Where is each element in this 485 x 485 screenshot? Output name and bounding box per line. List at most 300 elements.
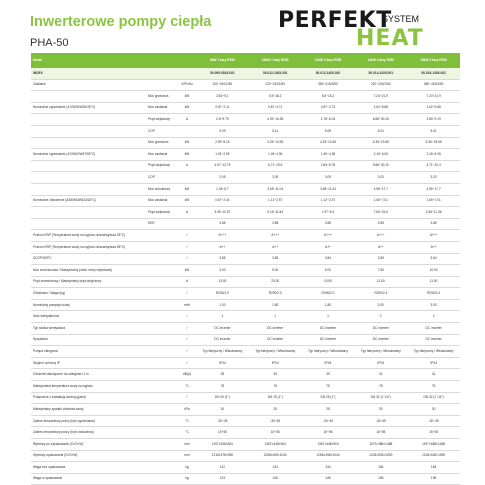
row-unit: kW (178, 102, 196, 114)
row-value: 30 (407, 404, 460, 416)
row-value: 1218×478×950 (196, 450, 249, 462)
table-row (31, 439, 460, 451)
row-value: DN 32 (1 1/4") (407, 392, 460, 404)
row-value: 10.00 (407, 265, 460, 277)
row-value: 1.65~7.01 (354, 195, 407, 207)
row-label (31, 172, 146, 184)
row-sublabel: Moc chłodnicza (146, 183, 178, 195)
table-row (31, 207, 460, 219)
row-unit: kW (178, 91, 196, 103)
row-label: Ilość wentylatorów (31, 311, 146, 323)
row-value: 11.00 (407, 276, 460, 288)
row-value: 75 (196, 381, 249, 393)
row-value: DC inverter (249, 323, 302, 335)
row-value: 7.24~21.9 (407, 91, 460, 103)
row-value: 146 (302, 473, 355, 485)
row-value: 1.78~6.04 (302, 114, 355, 126)
row-value: 75 (249, 381, 302, 393)
table-row (31, 299, 460, 311)
row-value: 1367×448×904 (302, 439, 355, 451)
row-label: Zakres temperatury pracy (tryb ogrzewania) (31, 415, 146, 427)
row-label: Poziom ERP (Temperatura wody na wyjściu niższa/wyższa 55°C) (31, 241, 146, 253)
row-value: 23.00 (249, 276, 302, 288)
row-value: 6.36~19.65 (407, 137, 460, 149)
row-value: 1197×488×1458 (407, 439, 460, 451)
row-unit: °C (178, 427, 196, 439)
row-unit: A (178, 276, 196, 288)
row-value: IPX4 (249, 357, 302, 369)
row-sublabel (146, 253, 178, 265)
row-value: 25 (249, 404, 302, 416)
row-value: 5.00 (302, 265, 355, 277)
row-value: 2.8~9.75 (196, 114, 249, 126)
row-value: R290/2.4 (354, 288, 407, 300)
row-value: 3.85 (249, 253, 302, 265)
row-value: 220~240/1/50 (354, 79, 407, 91)
index-code-2: 50-012-1405-002 (302, 68, 355, 79)
row-sublabel (146, 323, 178, 335)
row-value: 1 (196, 311, 249, 323)
logo-perfekt-text: PERFEKT (278, 8, 392, 33)
row-unit: °C (178, 381, 196, 393)
row-value: 7.50 (354, 265, 407, 277)
row-value: 3.09 (302, 172, 355, 184)
logo-system-text: SYSTEM (382, 14, 420, 24)
row-value: 1258×498×1040 (302, 450, 355, 462)
row-label: Nominalne chłodzenie (A35/W18/W23/18°C) (31, 195, 146, 207)
row-unit: kPa (178, 404, 196, 416)
row-value: 3.00 (407, 299, 460, 311)
row-value: 3.85 (407, 218, 460, 230)
row-value: 6.86~30.15 (354, 114, 407, 126)
row-value: 1.62~5.68 (407, 102, 460, 114)
row-value: 0.87~3.71 (249, 102, 302, 114)
row-value: 3.65~11.04 (302, 183, 355, 195)
table-row (31, 276, 460, 288)
row-unit: A (178, 207, 196, 219)
row-label: Poziom ERP (Temperatura wody na wyjściu niższa/wyższa 35°C) (31, 230, 146, 242)
row-value: R290/1.0 (196, 288, 249, 300)
table-row (31, 195, 460, 207)
row-label: Zakres temperatury pracy (tryb chłodzenia) (31, 427, 146, 439)
header-model-0: 6kW 1 fazy R290 (196, 53, 249, 68)
row-value: 380~415/3/50 (407, 79, 460, 91)
row-value: DC inverter (407, 334, 460, 346)
row-value: DC inverter (302, 334, 355, 346)
row-value: 2.99~8.16 (196, 137, 249, 149)
row-value: 4.25~14.55 (249, 137, 302, 149)
row-sublabel (146, 473, 178, 485)
row-value: 13.50 (196, 276, 249, 288)
row-unit: kW (178, 149, 196, 161)
row-value: 3.85 (354, 253, 407, 265)
row-unit: A (178, 160, 196, 172)
row-label: Sprężarka (31, 334, 146, 346)
table-row (31, 311, 460, 323)
row-value: 5.01 (407, 125, 460, 137)
row-sublabel: Prąd wejściowy (146, 207, 178, 219)
row-value: R290/2.0 (249, 288, 302, 300)
table-row (31, 160, 460, 172)
row-value: 2 (354, 311, 407, 323)
row-sublabel (146, 392, 178, 404)
row-value: IPX4 (354, 357, 407, 369)
table-row (31, 473, 460, 485)
row-unit: kW (178, 265, 196, 277)
model-name: PHA-50 (30, 37, 69, 49)
row-value: 3.09 (249, 172, 302, 184)
row-value: 196 (407, 473, 460, 485)
row-sublabel (146, 230, 178, 242)
row-value: 30 (354, 404, 407, 416)
row-unit: kg (178, 473, 196, 485)
row-sublabel: COP (146, 125, 178, 137)
header-unit (178, 53, 196, 68)
row-sublabel (146, 346, 178, 358)
row-value: 5.00 (249, 265, 302, 277)
row-unit: / (178, 311, 196, 323)
row-unit: V/Ph/Hz (178, 79, 196, 91)
row-value: IPX4 (407, 357, 460, 369)
row-label (31, 218, 146, 230)
row-value: 1.65~7.01 (407, 195, 460, 207)
row-value: 1 (249, 311, 302, 323)
row-value: 1 (302, 311, 355, 323)
row-value: 75 (302, 381, 355, 393)
row-label: Maksymalny spadek ciśnienia wody (31, 404, 146, 416)
row-sublabel (146, 334, 178, 346)
row-value: 184 (354, 462, 407, 474)
index-code-0: 50-909-0816-001 (196, 68, 249, 79)
table-row (31, 102, 460, 114)
header-model-3: 14kW 3 fazy R290 (354, 53, 407, 68)
row-unit: / (178, 357, 196, 369)
row-value: 1.45~4.36 (249, 149, 302, 161)
row-value: A+++ (196, 230, 249, 242)
row-value: 4.93~16.38 (249, 114, 302, 126)
row-value: A++ (407, 241, 460, 253)
row-value: 9.86~30.12 (354, 160, 407, 172)
row-value: A+++ (249, 230, 302, 242)
row-value: 1.80 (249, 299, 302, 311)
row-value: 15~55 (354, 427, 407, 439)
table-row (31, 346, 460, 358)
row-value: DC inverter (407, 323, 460, 335)
page-title: Inwerterowe pompy ciepła (30, 14, 212, 30)
row-unit: / (178, 288, 196, 300)
row-value: 1218×528×1590 (407, 450, 460, 462)
row-value: Typ fabryczny / Wbudowany (249, 346, 302, 358)
index-code-1: 50-012-1405-001 (249, 68, 302, 79)
row-label: Ciśnienie akustyczne na odległości 1 m (31, 369, 146, 381)
row-value: 39 (249, 369, 302, 381)
row-value: DC inverter (196, 334, 249, 346)
row-value: 1.03~2.55 (196, 149, 249, 161)
row-value: A++ (354, 241, 407, 253)
row-label: Zasilanie (31, 79, 146, 91)
index-code-3: 50-014-1405-001 (354, 68, 407, 79)
row-value: 3.60~9.1 (196, 91, 249, 103)
table-row (31, 369, 460, 381)
row-unit: / (178, 346, 196, 358)
table-row (31, 462, 460, 474)
row-label: Chłodziwo / Waga (kg) (31, 288, 146, 300)
row-value: 3.05 (196, 172, 249, 184)
row-value: 7.65~31.6 (354, 207, 407, 219)
row-unit: mm (178, 450, 196, 462)
row-unit: / (178, 392, 196, 404)
row-value: 41 (354, 369, 407, 381)
row-value: R290/2.0 (302, 288, 355, 300)
row-label: Wymiary po zapakowaniu (D×S×W) (31, 439, 146, 451)
row-unit: / (178, 334, 196, 346)
row-value: 10.00 (302, 276, 355, 288)
row-label: Nominalne ogrzewanie (A7/W52/W47/55°C) (31, 149, 146, 161)
row-unit: A (178, 114, 196, 126)
row-value: 6.36~19.65 (354, 137, 407, 149)
table-row (31, 357, 460, 369)
row-value: 3.65~11.04 (249, 183, 302, 195)
row-value: 3.65~9.19 (407, 114, 460, 126)
row-value: DC inverter (196, 323, 249, 335)
row-label (31, 125, 146, 137)
row-value: DN 25 (1") (249, 392, 302, 404)
table-row (31, 172, 460, 184)
row-label (31, 160, 146, 172)
row-label (31, 91, 146, 103)
row-sublabel (146, 79, 178, 91)
row-value: 3.00 (354, 299, 407, 311)
row-sublabel (146, 265, 178, 277)
row-value: Typ fabryczny / Wbudowany (196, 346, 249, 358)
row-value: Typ fabryczny / Wbudowany (302, 346, 355, 358)
table-row (31, 288, 460, 300)
row-value: 6.71~19.6 (249, 160, 302, 172)
row-value: 134 (302, 462, 355, 474)
row-value: Typ fabryczny / Wbudowany (407, 346, 460, 358)
row-value: 4.25~14.55 (302, 137, 355, 149)
row-value: A+++ (407, 230, 460, 242)
row-sublabel (146, 241, 178, 253)
table-header-row (31, 53, 460, 68)
row-unit: °C (178, 415, 196, 427)
row-value: DN 32 (1 1/4") (354, 392, 407, 404)
row-value: 3.84 (302, 253, 355, 265)
header-label: Model (31, 53, 178, 68)
row-label: Typ silnika wentylatora (31, 323, 146, 335)
row-value: A+++ (302, 230, 355, 242)
row-sublabel: Prąd wejściowy (146, 160, 178, 172)
row-value: 4.55~17.7 (407, 183, 460, 195)
brand-logo (278, 8, 463, 51)
row-value: 15~55 (249, 427, 302, 439)
table-row (31, 183, 460, 195)
row-value: 5.01 (354, 125, 407, 137)
row-value: 1.12~2.57 (249, 195, 302, 207)
row-value: A+++ (354, 230, 407, 242)
row-value: 134 (249, 462, 302, 474)
logo-heat-text: HEAT (356, 26, 424, 51)
row-unit: mm (178, 439, 196, 451)
row-value: 39 (302, 369, 355, 381)
row-label: Stopień ochrony IP (31, 357, 146, 369)
row-sublabel: Prąd wejściowy (146, 114, 178, 126)
row-label: Prąd znamionowy / Maksymalny prąd wejściowy (31, 276, 146, 288)
row-unit (178, 125, 196, 137)
row-value: DC inverter (354, 323, 407, 335)
row-unit: / (178, 241, 196, 253)
table-row (31, 427, 460, 439)
row-value: 220~240/1/50 (196, 79, 249, 91)
row-value: 4.55~17.7 (354, 183, 407, 195)
row-value: 25 (302, 404, 355, 416)
row-value: 3.85 (354, 218, 407, 230)
row-value: -30~45 (249, 415, 302, 427)
row-value: 380~415/3/50 (302, 79, 355, 91)
row-label: Moc znamionowa / Maksymalny pobór mocy wejściowej (31, 265, 146, 277)
header-model-1: 10kW 1 fazy R290 (249, 53, 302, 68)
row-value: 2.16~6.06 (407, 149, 460, 161)
table-row (31, 265, 460, 277)
row-sublabel: EER (146, 218, 178, 230)
row-value: 3.85 (196, 218, 249, 230)
row-value: 3.84 (407, 253, 460, 265)
row-value: 4.57~12.79 (196, 160, 249, 172)
row-value: 1.62~5.68 (354, 102, 407, 114)
row-unit: / (178, 253, 196, 265)
row-value: 1258×498×1040 (249, 450, 302, 462)
spec-table (31, 53, 460, 485)
row-label (31, 137, 146, 149)
row-value: 5.16~11.84 (249, 207, 302, 219)
row-value: 196 (354, 473, 407, 485)
row-value: 3.85 (302, 218, 355, 230)
row-value: 75 (407, 381, 460, 393)
row-value: 35 (196, 369, 249, 381)
table-row (31, 253, 460, 265)
row-value: 146 (249, 473, 302, 485)
row-label: Waga w opakowaniu (31, 473, 146, 485)
row-label: SCOP/SEPC (31, 253, 146, 265)
row-unit: / (178, 230, 196, 242)
row-sublabel: Moc grzewcza (146, 137, 178, 149)
row-value: 1197×488×1458 (354, 439, 407, 451)
row-sublabel (146, 276, 178, 288)
table-row (31, 125, 460, 137)
row-sublabel (146, 462, 178, 474)
row-unit: dB(A) (178, 369, 196, 381)
row-value: 5.09 (196, 125, 249, 137)
table-row (31, 91, 460, 103)
row-sublabel: Moc zasilania (146, 149, 178, 161)
row-value: 20 (196, 404, 249, 416)
row-unit: m³/h (178, 299, 196, 311)
row-sublabel (146, 427, 178, 439)
table-row (31, 392, 460, 404)
table-row (31, 323, 460, 335)
row-sublabel (146, 439, 178, 451)
row-sublabel (146, 311, 178, 323)
row-value: 1197×438×820 (196, 439, 249, 451)
row-value: 1.45~4.38 (302, 149, 355, 161)
row-value: IPX4 (196, 357, 249, 369)
row-sublabel (146, 415, 178, 427)
row-value: 3.03 (407, 172, 460, 184)
row-value: 3.85 (196, 253, 249, 265)
row-value: A++ (302, 241, 355, 253)
table-row (31, 218, 460, 230)
row-value: 41 (407, 369, 460, 381)
row-value: 2.84~6.78 (302, 160, 355, 172)
row-value: 3.06~10.57 (196, 207, 249, 219)
row-label: Wymiary opakowania (D×S×W) (31, 450, 146, 462)
row-value: 123 (196, 473, 249, 485)
row-value: 2.16~6.06 (354, 149, 407, 161)
row-value: 184 (407, 462, 460, 474)
row-sublabel (146, 288, 178, 300)
row-value: 6.5~15.2 (302, 91, 355, 103)
row-value: R290/2.4 (407, 288, 460, 300)
row-sublabel (146, 450, 178, 462)
row-value: A++ (196, 241, 249, 253)
row-sublabel (146, 299, 178, 311)
row-value: 3.03 (354, 172, 407, 184)
row-label (31, 207, 146, 219)
row-value: 220~240/1/50 (249, 79, 302, 91)
row-value: -30~45 (196, 415, 249, 427)
row-value: IPX4 (302, 357, 355, 369)
row-value: 15~55 (407, 427, 460, 439)
table-row (31, 79, 460, 91)
row-value: 0.87~3.73 (302, 102, 355, 114)
row-value: -30~45 (354, 415, 407, 427)
row-value: 15~55 (302, 427, 355, 439)
row-value: DC inverter (249, 334, 302, 346)
row-value: 5.11 (249, 125, 302, 137)
row-value: 1.00 (196, 299, 249, 311)
row-value: 15~55 (196, 427, 249, 439)
row-value: DC inverter (302, 323, 355, 335)
row-value: 2 (407, 311, 460, 323)
row-label (31, 114, 146, 126)
row-label: Nominalne ogrzewanie (A7/W35/W30/35°C) (31, 102, 146, 114)
row-unit (178, 172, 196, 184)
row-sublabel: COP (146, 172, 178, 184)
row-value: DC inverter (354, 334, 407, 346)
row-value: 3.00 (196, 265, 249, 277)
row-sublabel: Moc zasilania (146, 195, 178, 207)
row-value: -30~45 (302, 415, 355, 427)
table-row (31, 149, 460, 161)
row-sublabel (146, 357, 178, 369)
row-sublabel: Moc grzewcza (146, 91, 178, 103)
row-label: Waga bez opakowania (31, 462, 146, 474)
row-value: 1367×448×904 (249, 439, 302, 451)
row-label: Połączenie z instalacją wodną (gwint) (31, 392, 146, 404)
row-value: -30~45 (407, 415, 460, 427)
table-row (31, 334, 460, 346)
row-value: Typ fabryczny / Wbudowany (354, 346, 407, 358)
row-value: 1.12~2.57 (302, 195, 355, 207)
index-code-4: 50-018-1405-002 (407, 68, 460, 79)
row-label (31, 183, 146, 195)
row-sublabel (146, 404, 178, 416)
row-value: 4.71~10.4 (407, 160, 460, 172)
row-unit: kW (178, 183, 196, 195)
row-label: Pompa obiegowa (31, 346, 146, 358)
row-sublabel (146, 381, 178, 393)
row-value: 0.67~2.44 (196, 195, 249, 207)
